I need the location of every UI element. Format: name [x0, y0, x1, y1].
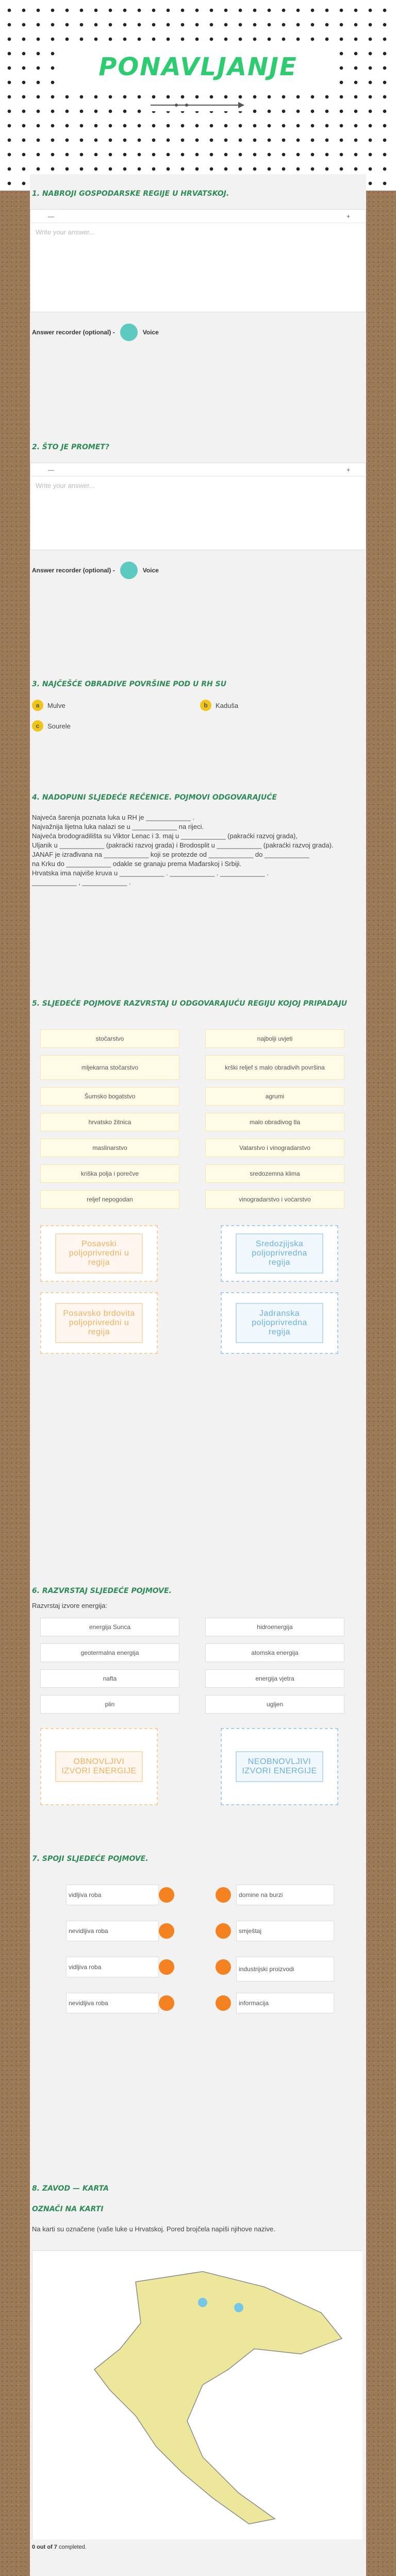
mic-icon[interactable] [120, 324, 138, 341]
question-6 [30, 1586, 366, 1854]
match-connector[interactable] [216, 1959, 231, 1975]
recorder-label: Answer recorder (optional) - [32, 329, 115, 336]
match-right-item[interactable]: domine na burzi [236, 1885, 334, 1905]
sentence: ____________ , ____________ . [32, 878, 131, 886]
drop-zone[interactable] [221, 1225, 338, 1282]
drop-zone-label: Jadranska poljoprivredna regija [236, 1303, 323, 1343]
question-title: 8. ZAVOD — KARTA [32, 2184, 109, 2193]
sentence: Uljanik u ____________ (pakraćki razvoj grada) i Brodosplit u ____________ (pakraćki razvoj grada). [32, 841, 334, 849]
drag-card[interactable]: kriška polja i porečve [40, 1164, 179, 1183]
drag-card[interactable]: reljef nepogodan [40, 1190, 179, 1209]
question-8 [30, 2183, 366, 2554]
option-c[interactable] [32, 720, 71, 732]
drop-zone-label: Posavski poljoprivredni u regija [55, 1233, 143, 1274]
match-left-item[interactable]: nevidljiva roba [66, 1921, 159, 1941]
answer-recorder [32, 562, 159, 579]
question-2 [30, 442, 366, 574]
sentence: JANAF je izrađivana na ____________ koji se protezde od ____________ do ____________ [32, 851, 309, 858]
match-right-item[interactable]: industrijski proizvodi [236, 1957, 334, 1981]
drag-card[interactable]: malo obradivog tla [205, 1113, 344, 1131]
sentence: Hrvatska ima najviše kruva u ____________ . ____________ . ____________ . [32, 869, 269, 877]
match-connector[interactable] [159, 1923, 174, 1939]
question-4 [30, 792, 366, 886]
drag-card[interactable]: nafta [40, 1669, 179, 1688]
drop-zone-label: Posavsko brdovita poljoprivredni u regija [55, 1303, 143, 1343]
question-title: 7. SPOJI SLJEDEĆE POJMOVE. [32, 1855, 148, 1863]
map-status [32, 2544, 87, 2550]
option-label: Kaduša [216, 701, 239, 709]
match-right-item[interactable]: informacija [236, 1993, 334, 2013]
question-7 [30, 1854, 366, 2024]
recorder-label: Answer recorder (optional) - [32, 567, 115, 574]
status-text: completed. [58, 2544, 87, 2550]
minus-icon[interactable]: — [48, 213, 54, 220]
question-title: 3. NAJČEŠĆE OBRADIVE POVRŠINE POD U RH SU [32, 680, 227, 688]
match-connector[interactable] [216, 1995, 231, 2011]
fill-in-text [32, 813, 362, 887]
worksheet-content [30, 174, 366, 2576]
arrow-icon [145, 99, 249, 111]
plus-icon[interactable]: + [346, 466, 350, 473]
drop-zone-label: Sredozjijska poljoprivredna regija [236, 1233, 323, 1274]
drag-card[interactable]: energija Sunca [40, 1618, 179, 1636]
drop-zone-label: NEOBNOVLJIVI IZVORI ENERGIJE [236, 1751, 323, 1782]
sentence: Najveća brodogradilišta su Viktor Lenac i 3. maj u ____________ (pakraćki razvoj grada), [32, 832, 298, 840]
question-title: 5. SLJEDEĆE POJMOVE RAZVRSTAJ U ODGOVARAJUĆU REGIJU KOJOJ PRIPADAJU [32, 999, 348, 1008]
drag-card[interactable]: stočarstvo [40, 1029, 179, 1048]
question-subtitle: Razvrstaj izvore energija: [32, 1602, 107, 1609]
match-right-item[interactable]: smještaj [236, 1921, 334, 1941]
option-letter: a [32, 700, 43, 711]
map-icon [32, 2251, 362, 2539]
sentence: Najveća šarenja poznata luka u RH je ____________ . [32, 814, 195, 821]
match-connector[interactable] [159, 1887, 174, 1903]
option-letter: c [32, 720, 43, 732]
drag-card[interactable]: hidroenergija [205, 1618, 344, 1636]
drag-card[interactable]: Šumsko bogatstvo [40, 1087, 179, 1106]
match-connector[interactable] [159, 1995, 174, 2011]
question-3 [30, 679, 366, 730]
drag-card[interactable]: energija vjetra [205, 1669, 344, 1688]
drop-zone[interactable] [40, 1292, 158, 1354]
arrow-decoration [145, 99, 249, 111]
minus-icon[interactable]: — [48, 466, 54, 473]
question-title: 1. NABROJI GOSPODARSKE REGIJE U HRVATSKOJ. [32, 190, 229, 198]
drag-card[interactable]: plin [40, 1695, 179, 1714]
plus-icon[interactable]: + [346, 213, 350, 220]
croatia-map[interactable] [32, 2250, 362, 2539]
drag-card[interactable]: mljekarna stočarstvo [40, 1055, 179, 1080]
drag-card[interactable]: sredozemna klima [205, 1164, 344, 1183]
drag-card[interactable]: ugljen [205, 1695, 344, 1714]
drop-zone[interactable] [221, 1728, 338, 1805]
question-subtitle: OZNAČI NA KARTI [32, 2205, 104, 2213]
page-title: PONAVLJANJE [98, 53, 298, 81]
mic-icon[interactable] [120, 562, 138, 579]
answer-placeholder: Write your answer... [36, 228, 95, 236]
voice-label: Voice [142, 567, 159, 574]
match-left-item[interactable]: vidljiva roba [66, 1885, 159, 1905]
drag-card[interactable]: vinogradarstvo i voćarstvo [205, 1190, 344, 1209]
question-1 [30, 189, 366, 336]
title-box [62, 46, 334, 88]
answer-placeholder: Write your answer... [36, 482, 95, 489]
drag-card[interactable]: geotermalna energija [40, 1643, 179, 1662]
status-count: 0 out of 7 [32, 2544, 57, 2550]
drag-card[interactable]: krški reljef s malo obradivih površina [205, 1055, 344, 1080]
match-connector[interactable] [216, 1887, 231, 1903]
page-header [0, 0, 396, 191]
option-label: Sourele [47, 722, 71, 730]
voice-label: Voice [142, 329, 159, 336]
match-left-item[interactable]: vidljiva roba [66, 1957, 159, 1977]
editor-toolbar [30, 463, 366, 477]
sentence: na Krku do ____________ odakle se granaju prema Mađarskoj i Srbiji. [32, 860, 242, 868]
question-title: 2. ŠTO JE PROMET? [32, 443, 110, 451]
question-5 [30, 998, 366, 1338]
option-label: Mulve [47, 701, 65, 709]
option-letter: b [200, 700, 211, 711]
option-a[interactable] [32, 700, 65, 711]
editor-toolbar [30, 210, 366, 223]
sentence: Najvažnija lijetna luka nalazi se u ____________ na rijeci. [32, 823, 204, 831]
match-left-item[interactable]: nevidljiva roba [66, 1993, 159, 2013]
question-instructions: Na karti su označene (vaše luke u Hrvatskoj. Pored brojčela napiši njihove nazive. [32, 2225, 275, 2233]
drop-zone-label: OBNOVLJIVI IZVORI ENERGIJE [55, 1751, 143, 1782]
drag-card[interactable]: Vatarstvo i vinogradarstvo [205, 1139, 344, 1157]
answer-recorder [32, 324, 159, 341]
drag-card[interactable]: maslinarstvo [40, 1139, 179, 1157]
drop-zone[interactable] [221, 1292, 338, 1354]
match-connector[interactable] [216, 1923, 231, 1939]
drag-card[interactable]: hrvatsko žitnica [40, 1113, 179, 1131]
question-title: 4. NADOPUNI SLJEDEĆE REČENICE. POJMOVI ODGOVARAJUĆE [32, 793, 277, 802]
drag-card[interactable]: najbolji uvjeti [205, 1029, 344, 1048]
drag-card[interactable]: agrumi [205, 1087, 344, 1106]
option-b[interactable] [200, 700, 238, 711]
drag-card[interactable]: atomska energija [205, 1643, 344, 1662]
question-title: 6. RAZVRSTAJ SLJEDEĆE POJMOVE. [32, 1587, 172, 1595]
answer-editor[interactable] [30, 209, 366, 312]
answer-editor[interactable] [30, 463, 366, 550]
drop-zone[interactable] [40, 1728, 158, 1805]
match-connector[interactable] [159, 1959, 174, 1975]
drop-zone[interactable] [40, 1225, 158, 1282]
